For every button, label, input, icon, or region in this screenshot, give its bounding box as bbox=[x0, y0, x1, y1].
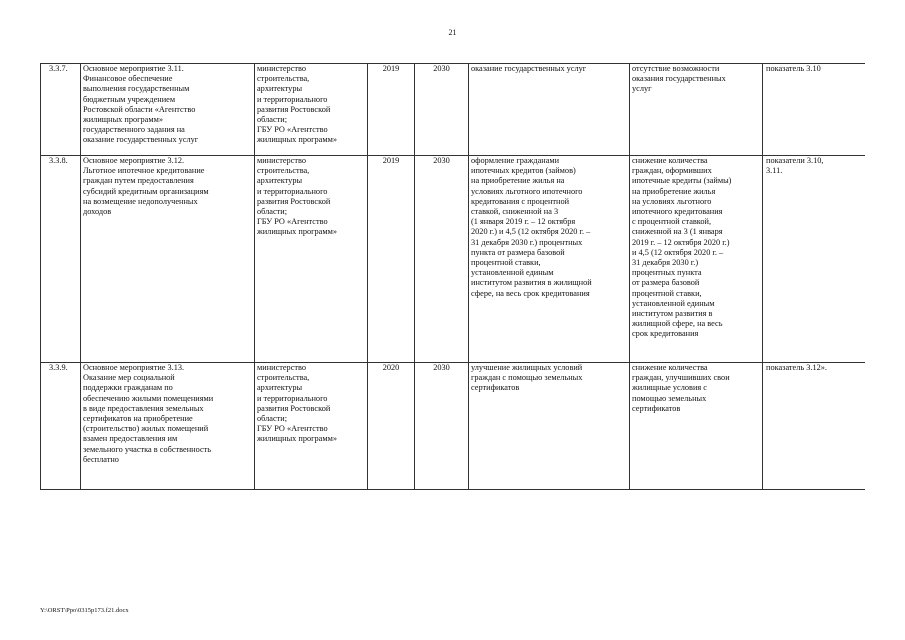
cell-text-line: 31 декабря 2030 г.) процентных bbox=[471, 237, 583, 247]
cell-text-line: на возмещение недополученных bbox=[83, 196, 198, 206]
cell-text-line: развития Ростовской bbox=[257, 104, 331, 114]
executor-cell bbox=[255, 363, 368, 490]
cell-text-line: процентной ставки, bbox=[471, 258, 541, 268]
cell-text-line: (строительство) жилых помещений bbox=[83, 424, 209, 434]
cell-text-line: и 4,5 (12 октября 2020 г. – bbox=[632, 247, 724, 257]
cell-text-line: услуг bbox=[632, 84, 652, 94]
cell-text-line: министерство bbox=[257, 363, 307, 372]
cell-text-line: Финансовое обеспечение bbox=[83, 74, 173, 84]
expected-result-cell bbox=[469, 363, 630, 490]
cell-text-line: выполнения государственным bbox=[83, 84, 190, 94]
cell-text-line: жилищные условия с bbox=[632, 383, 707, 393]
cell-text-line: в виде предоставления земельных bbox=[83, 403, 204, 413]
cell-text-line: сфере, на весь срок кредитования bbox=[471, 288, 590, 298]
start-year-cell: 2019 bbox=[368, 156, 415, 363]
cell-text-line: граждан с помощью земельных bbox=[471, 373, 583, 383]
start-year-cell: 2020 bbox=[368, 363, 415, 490]
cell-text-line: условиях льготного ипотечного bbox=[471, 186, 583, 196]
consequences-cell bbox=[630, 64, 763, 156]
indicator-link-cell bbox=[763, 156, 865, 363]
cell-text-line: показатель 3.10 bbox=[766, 64, 821, 73]
event-name-cell bbox=[81, 363, 255, 490]
cell-text-line: оказание государственных услуг bbox=[471, 64, 587, 73]
table-row bbox=[41, 156, 865, 363]
cell-text-line: снижение количества bbox=[632, 363, 708, 372]
cell-text-line: (1 января 2019 г. – 12 октября bbox=[471, 217, 576, 227]
cell-text-line: и территориального bbox=[257, 186, 328, 196]
consequences-cell bbox=[630, 156, 763, 363]
cell-text-line: и территориального bbox=[257, 94, 328, 104]
cell-text-line: и территориального bbox=[257, 393, 328, 403]
consequences-cell bbox=[630, 363, 763, 490]
end-year-cell: 2030 bbox=[415, 156, 469, 363]
cell-text-line: 3.11. bbox=[766, 166, 783, 176]
cell-text-line: сертификатов на приобретение bbox=[83, 414, 193, 424]
cell-text-line: оказания государственных bbox=[632, 74, 726, 84]
end-year-cell: 2030 bbox=[415, 363, 469, 490]
cell-text-line: кредитования с процентной bbox=[471, 196, 570, 206]
cell-text-line: на приобретение жилья bbox=[632, 186, 716, 196]
cell-text-line: строительства, bbox=[257, 373, 310, 383]
row-number-cell: 3.3.8. bbox=[41, 156, 81, 363]
program-events-table bbox=[40, 63, 865, 490]
cell-text-line: жилищных программ» bbox=[257, 434, 337, 444]
cell-text-line: архитектуры bbox=[257, 176, 303, 186]
cell-text-line: Ростовской области «Агентство bbox=[83, 104, 196, 114]
cell-text-line: на условиях льготного bbox=[632, 196, 712, 206]
cell-text-line: снижение количества bbox=[632, 156, 708, 165]
cell-text-line: поддержки гражданам по bbox=[83, 383, 173, 393]
indicator-link-cell bbox=[763, 64, 865, 156]
cell-text-line: с процентной ставкой, bbox=[632, 217, 712, 227]
cell-text-line: институтом развития в bbox=[632, 309, 713, 319]
cell-text-line: государственного задания на bbox=[83, 125, 185, 135]
event-name-cell bbox=[81, 156, 255, 363]
cell-text-line: Оказание мер социальной bbox=[83, 373, 175, 383]
cell-text-line: процентной ставки, bbox=[632, 288, 702, 298]
cell-text-line: ГБУ РО «Агентство bbox=[257, 217, 328, 227]
cell-text-line: институтом развития в жилищной bbox=[471, 278, 592, 288]
expected-result-cell bbox=[469, 156, 630, 363]
cell-text-line: строительства, bbox=[257, 166, 310, 176]
expected-result-cell bbox=[469, 64, 630, 156]
event-name-cell bbox=[81, 64, 255, 156]
cell-text-line: развития Ростовской bbox=[257, 403, 331, 413]
cell-text-line: помощью земельных bbox=[632, 393, 707, 403]
cell-text-line: процентных пункта bbox=[632, 268, 702, 278]
cell-text-line: области; bbox=[257, 115, 288, 125]
cell-text-line: улучшение жилищных условий bbox=[471, 363, 583, 372]
table-row bbox=[41, 363, 865, 490]
cell-text-line: архитектуры bbox=[257, 84, 303, 94]
cell-text-line: 31 декабря 2030 г.) bbox=[632, 258, 699, 268]
cell-text-line: установленной единым bbox=[632, 298, 715, 308]
cell-text-line: бесплатно bbox=[83, 454, 119, 464]
table-row bbox=[41, 64, 865, 156]
cell-text-line: Основное мероприятие 3.13. bbox=[83, 363, 185, 372]
cell-text-line: показатель 3.12». bbox=[766, 363, 827, 372]
cell-text-line: срок кредитования bbox=[632, 329, 699, 339]
cell-text-line: субсидий кредитным организациям bbox=[83, 186, 209, 196]
cell-text-line: бюджетным учреждением bbox=[83, 94, 176, 104]
cell-text-line: министерство bbox=[257, 64, 307, 73]
cell-text-line: ГБУ РО «Агентство bbox=[257, 125, 328, 135]
cell-text-line: архитектуры bbox=[257, 383, 303, 393]
cell-text-line: оформление гражданами bbox=[471, 156, 560, 165]
cell-text-line: сертификатов bbox=[632, 403, 681, 413]
executor-cell bbox=[255, 64, 368, 156]
cell-text-line: Основное мероприятие 3.12. bbox=[83, 156, 185, 165]
row-number-cell: 3.3.9. bbox=[41, 363, 81, 490]
cell-text-line: 2020 г.) и 4,5 (12 октября 2020 г. – bbox=[471, 227, 591, 237]
cell-text-line: ставкой, сниженной на 3 bbox=[471, 207, 559, 217]
indicator-link-cell bbox=[763, 363, 865, 490]
cell-text-line: обеспечению жилыми помещениями bbox=[83, 393, 214, 403]
cell-text-line: сниженной на 3 (1 января bbox=[632, 227, 723, 237]
cell-text-line: сертификатов bbox=[471, 383, 520, 393]
cell-text-line: строительства, bbox=[257, 74, 310, 84]
cell-text-line: от размера базовой bbox=[632, 278, 700, 288]
cell-text-line: показатели 3.10, bbox=[766, 156, 824, 165]
cell-text-line: ипотечные кредиты (займы) bbox=[632, 176, 732, 186]
cell-text-line: развития Ростовской bbox=[257, 196, 331, 206]
footer-file-path: Y:\ORST\Ppo\0315p173.f21.docx bbox=[40, 607, 129, 614]
cell-text-line: жилищной сфере, на весь bbox=[632, 319, 723, 329]
cell-text-line: граждан, оформивших bbox=[632, 166, 712, 176]
cell-text-line: взамен предоставления им bbox=[83, 434, 178, 444]
cell-text-line: области; bbox=[257, 207, 288, 217]
cell-text-line: министерство bbox=[257, 156, 307, 165]
executor-cell bbox=[255, 156, 368, 363]
page-number: 21 bbox=[448, 28, 457, 37]
cell-text-line: на приобретение жилья на bbox=[471, 176, 565, 186]
cell-text-line: жилищных программ» bbox=[257, 135, 337, 145]
cell-text-line: граждан, улучшивших свои bbox=[632, 373, 730, 383]
cell-text-line: установленной единым bbox=[471, 268, 554, 278]
cell-text-line: ипотечных кредитов (займов) bbox=[471, 166, 576, 176]
cell-text-line: доходов bbox=[83, 207, 112, 217]
start-year-cell: 2019 bbox=[368, 64, 415, 156]
cell-text-line: Основное мероприятие 3.11. bbox=[83, 64, 184, 73]
row-number-cell: 3.3.7. bbox=[41, 64, 81, 156]
cell-text-line: ипотечного кредитования bbox=[632, 207, 723, 217]
cell-text-line: области; bbox=[257, 414, 288, 424]
cell-text-line: ГБУ РО «Агентство bbox=[257, 424, 328, 434]
cell-text-line: жилищных программ» bbox=[83, 115, 163, 125]
cell-text-line: жилищных программ» bbox=[257, 227, 337, 237]
cell-text-line: отсутствие возможности bbox=[632, 64, 720, 73]
cell-text-line: Льготное ипотечное кредитование bbox=[83, 166, 205, 176]
end-year-cell: 2030 bbox=[415, 64, 469, 156]
cell-text-line: пункта от размера базовой bbox=[471, 247, 565, 257]
cell-text-line: оказание государственных услуг bbox=[83, 135, 199, 145]
cell-text-line: 2019 г. – 12 октября 2020 г.) bbox=[632, 237, 730, 247]
cell-text-line: земельного участка в собственность bbox=[83, 444, 212, 454]
cell-text-line: граждан путем предоставления bbox=[83, 176, 194, 186]
